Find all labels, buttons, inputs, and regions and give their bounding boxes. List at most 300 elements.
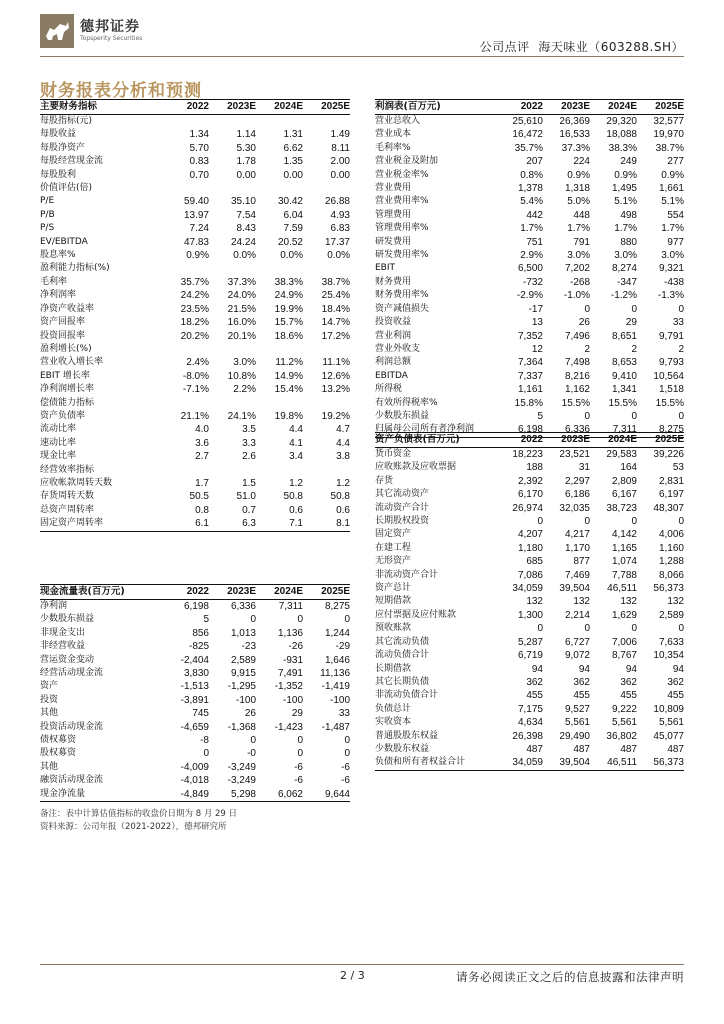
- table-row: [40, 155, 350, 168]
- row-label: 经营效率指标: [40, 464, 95, 475]
- table-row: [375, 356, 684, 369]
- cell-value: 0: [584, 516, 590, 528]
- row-label: 盈利能力指标(%): [40, 263, 110, 274]
- cell-value: 39,226: [653, 449, 684, 460]
- bull-logo-icon: [40, 14, 74, 48]
- cell-value: 25,610: [512, 116, 543, 127]
- row-label: 短期借款: [375, 596, 412, 607]
- cell-value: 7,364: [517, 357, 543, 369]
- cell-value: 24.1%: [227, 410, 256, 422]
- cell-value: 1,170: [564, 542, 590, 554]
- row-label: 非流动资产合计: [375, 569, 439, 580]
- cell-value: 5,561: [611, 717, 637, 729]
- cell-value: -7.1%: [182, 384, 209, 396]
- cell-value: [256, 343, 303, 356]
- cell-value: 7,311: [590, 423, 637, 437]
- cell-value: 6,336: [230, 601, 256, 612]
- cell-value: 1.7%: [567, 223, 590, 235]
- cell-value: 5,561: [564, 717, 590, 729]
- cell-value: 1,160: [658, 542, 684, 554]
- table-row: [40, 477, 350, 490]
- cell-value: 0: [584, 623, 590, 635]
- cell-value: -1,368: [227, 721, 256, 733]
- cell-value: 487: [573, 743, 590, 755]
- table-row: [375, 502, 684, 515]
- cell-value: 5: [203, 614, 209, 626]
- cell-value: 53: [672, 462, 684, 474]
- cell-value: 7,469: [564, 569, 590, 581]
- table-row: [375, 649, 684, 662]
- cell-value: 14.7%: [321, 317, 350, 329]
- table-row: [375, 155, 684, 168]
- row-label: 经营活动现金流: [40, 668, 104, 679]
- table-row: [375, 316, 684, 329]
- column-header: 2023E: [209, 585, 256, 600]
- table-row: [40, 303, 350, 316]
- row-label: 应付票据及应付账款: [375, 609, 457, 620]
- cell-value: 9,410: [611, 370, 637, 382]
- cell-value: 5,298: [209, 788, 256, 802]
- cell-value: 23.5%: [180, 303, 209, 315]
- cell-value: -100: [235, 694, 256, 706]
- table-row: [375, 383, 684, 396]
- cell-value: 2.9%: [520, 250, 543, 262]
- cell-value: 2.6: [242, 451, 256, 463]
- cell-value: 32,577: [653, 116, 684, 127]
- table-title: 主要财务指标: [40, 100, 162, 115]
- balance-sheet-header-row: [375, 433, 684, 448]
- table-row: [375, 448, 684, 462]
- cell-value: 7,352: [517, 330, 543, 342]
- table-row: [375, 730, 684, 743]
- cell-value: 5.4%: [520, 196, 543, 208]
- cell-value: 0: [678, 303, 684, 315]
- row-label: 归属母公司所有者净利润: [375, 423, 496, 437]
- table-row: [40, 142, 350, 155]
- cell-value: 26.88: [324, 196, 350, 208]
- cell-value: 0.9%: [567, 169, 590, 181]
- cell-value: 0: [678, 410, 684, 422]
- cell-value: 1,074: [611, 556, 637, 568]
- table-title: 现金流量表(百万元): [40, 585, 162, 600]
- cell-value: 487: [667, 743, 684, 755]
- table-row: [40, 721, 350, 734]
- table-row: [375, 142, 684, 155]
- cell-value: 10,564: [653, 370, 684, 382]
- cell-value: 18.6%: [274, 330, 303, 342]
- cell-value: 9,791: [658, 330, 684, 342]
- table-row: [40, 370, 350, 383]
- row-label: 毛利率%: [375, 142, 411, 153]
- cell-value: 4,142: [611, 529, 637, 541]
- row-label: 营业费用率%: [375, 196, 429, 207]
- column-header: 2024E: [590, 100, 637, 115]
- table-row: [375, 262, 684, 275]
- row-label: 流动比率: [40, 424, 77, 435]
- cell-value: 9,072: [564, 650, 590, 662]
- cell-value: 0.9%: [661, 169, 684, 181]
- cell-value: 7,491: [277, 668, 303, 680]
- table-row: [40, 747, 350, 760]
- row-label: P/E: [40, 196, 55, 207]
- row-label: 偿债能力指标: [40, 397, 95, 408]
- table-row: [40, 276, 350, 289]
- cell-value: 362: [573, 676, 590, 688]
- cash-flow-table: [40, 584, 350, 802]
- cell-value: -931: [282, 654, 303, 666]
- cell-value: 38.7%: [321, 276, 350, 288]
- row-label: 其它流动资产: [375, 489, 430, 500]
- row-label: 应收账款及应收票据: [375, 462, 457, 473]
- cell-value: -1.3%: [657, 290, 684, 302]
- cell-value: [256, 115, 303, 129]
- cell-value: [256, 397, 303, 410]
- row-label: 营业税金率%: [375, 169, 429, 180]
- row-label: 资产负债率: [40, 410, 86, 421]
- cell-value: 448: [573, 209, 590, 221]
- cell-value: 1.2: [289, 477, 303, 489]
- cell-value: 2,392: [517, 475, 543, 487]
- cell-value: 0: [250, 614, 256, 626]
- row-label: 营运资金变动: [40, 654, 95, 665]
- cell-value: 249: [620, 156, 637, 168]
- cell-value: 7.59: [283, 223, 303, 235]
- cell-value: 0: [678, 623, 684, 635]
- cell-value: 7,788: [611, 569, 637, 581]
- row-label: 负债和所有者权益合计: [375, 756, 496, 770]
- cell-value: 362: [667, 676, 684, 688]
- cell-value: 0.00: [236, 169, 256, 181]
- cell-value: 1,518: [658, 384, 684, 396]
- table-row: [40, 356, 350, 369]
- table-row: [40, 761, 350, 774]
- row-label: 融资活动现金流: [40, 775, 104, 786]
- cell-value: -1,423: [274, 721, 303, 733]
- row-label: 股权募资: [40, 748, 77, 759]
- column-header: 2025E: [303, 585, 350, 600]
- cell-value: 24.2%: [180, 290, 209, 302]
- row-label: 营业收入增长率: [40, 357, 104, 368]
- cell-value: -1,352: [274, 681, 303, 693]
- cell-value: 11.2%: [275, 357, 303, 369]
- cell-value: 23,521: [559, 449, 590, 460]
- cell-value: 31: [578, 462, 590, 474]
- column-header: 2023E: [543, 433, 590, 448]
- row-label: EV/EBITDA: [40, 236, 88, 247]
- row-label: 其他: [40, 708, 59, 719]
- cell-value: 29,490: [559, 730, 590, 742]
- cell-value: 0: [537, 516, 543, 528]
- table-row: [40, 788, 350, 802]
- cell-value: 6,500: [517, 263, 543, 275]
- cell-value: 2: [584, 343, 590, 355]
- row-label: 利润总额: [375, 357, 412, 368]
- row-label: 非现金支出: [40, 627, 86, 638]
- row-label: 净利润: [40, 601, 68, 611]
- column-header: 2022: [162, 585, 209, 600]
- table-row: [375, 343, 684, 356]
- table-row: [40, 195, 350, 208]
- row-label: 非经营收益: [40, 641, 86, 652]
- cell-value: -6: [341, 775, 350, 787]
- cell-value: 1,180: [517, 542, 543, 554]
- cell-value: 16,533: [559, 129, 590, 141]
- row-label: 每股指标(元): [40, 116, 93, 126]
- cell-value: 3.0%: [233, 357, 256, 369]
- row-label: 股息率%: [40, 250, 76, 261]
- cell-value: 224: [573, 156, 590, 168]
- table-row: [40, 627, 350, 640]
- cell-value: 0: [631, 303, 637, 315]
- cell-value: 94: [625, 663, 637, 675]
- cell-value: 3.0%: [567, 250, 590, 262]
- cell-value: -825: [188, 641, 209, 653]
- cell-value: 1.7%: [520, 223, 543, 235]
- cell-value: 12.6%: [321, 370, 350, 382]
- cell-value: 455: [667, 690, 684, 702]
- cell-value: 6.62: [283, 142, 303, 154]
- table-row: [375, 289, 684, 302]
- cell-value: 0.8: [195, 504, 209, 516]
- row-label: 财务费用: [375, 276, 412, 287]
- cell-value: 0: [631, 516, 637, 528]
- cell-value: 1,244: [324, 627, 350, 639]
- cell-value: 487: [620, 743, 637, 755]
- table-row: [40, 600, 350, 614]
- cell-value: 0.6: [289, 504, 303, 516]
- row-label: 总资产周转率: [40, 504, 95, 515]
- cell-value: 15.8%: [514, 397, 543, 409]
- table-row: [40, 734, 350, 747]
- table-row: [375, 475, 684, 488]
- cell-value: 4,217: [564, 529, 590, 541]
- row-label: 长期股权投资: [375, 516, 430, 527]
- table-row: [40, 640, 350, 653]
- cell-value: 5.0%: [567, 196, 590, 208]
- cell-value: 880: [620, 236, 637, 248]
- table-row: [40, 517, 350, 531]
- table-row: [375, 182, 684, 195]
- cell-value: -2,404: [180, 654, 209, 666]
- cell-value: 5: [537, 410, 543, 422]
- table-row: [40, 169, 350, 182]
- row-label: 净资产收益率: [40, 303, 95, 314]
- cell-value: 6.04: [283, 209, 303, 221]
- cell-value: 685: [526, 556, 543, 568]
- cell-value: 877: [573, 556, 590, 568]
- cell-value: 13.97: [183, 209, 209, 221]
- income-statement-table: [375, 99, 684, 438]
- cell-value: 0: [631, 410, 637, 422]
- cell-value: 50.5: [189, 491, 209, 503]
- cell-value: 24.24: [230, 236, 256, 248]
- cell-value: 455: [526, 690, 543, 702]
- cell-value: 50.8: [330, 491, 350, 503]
- cell-value: 38.3%: [608, 142, 637, 154]
- cell-value: 20.2%: [180, 330, 209, 342]
- table-row: [375, 555, 684, 568]
- cell-value: 29: [625, 317, 637, 329]
- cell-value: 18.2%: [180, 317, 209, 329]
- column-header: 2023E: [543, 100, 590, 115]
- cell-value: 0: [297, 735, 303, 747]
- column-header: 2025E: [303, 100, 350, 115]
- cell-value: 24.0%: [227, 290, 256, 302]
- table-row: [40, 182, 350, 195]
- table-row: [375, 410, 684, 423]
- row-label: P/S: [40, 223, 55, 234]
- row-label: 毛利率: [40, 276, 68, 287]
- cell-value: -732: [522, 276, 543, 288]
- table-row: [375, 542, 684, 555]
- cell-value: [209, 262, 256, 275]
- row-label: 营业外收支: [375, 343, 421, 354]
- row-label: 投资活动现金流: [40, 721, 104, 732]
- cell-value: 0: [678, 516, 684, 528]
- cell-value: 19.8%: [274, 410, 303, 422]
- table-row: [40, 249, 350, 262]
- table-row: [40, 694, 350, 707]
- cell-value: 4.0: [195, 424, 209, 436]
- table-row: [375, 663, 684, 676]
- data-source-note: 资料来源：公司年报（2021-2022），德邦研究所: [40, 821, 227, 832]
- cell-value: 0.7: [242, 504, 256, 516]
- cell-value: 7,006: [611, 636, 637, 648]
- cell-value: -347: [616, 276, 637, 288]
- table-row: [40, 437, 350, 450]
- table-row: [375, 689, 684, 702]
- cell-value: 29,583: [606, 449, 637, 460]
- cell-value: 1.5: [242, 477, 256, 489]
- notes: [40, 808, 237, 833]
- table-row: [40, 222, 350, 235]
- row-label: 投资回报率: [40, 330, 86, 341]
- row-label: EBITDA: [375, 370, 408, 381]
- cell-value: 7,175: [517, 703, 543, 715]
- cell-value: [162, 262, 209, 275]
- cell-value: -26: [288, 641, 303, 653]
- row-label: 负债总计: [375, 703, 412, 714]
- cell-value: 37.3%: [227, 276, 256, 288]
- cell-value: 21.1%: [180, 410, 209, 422]
- cell-value: 13: [531, 317, 543, 329]
- cell-value: -2.9%: [516, 290, 543, 302]
- cell-value: -268: [569, 276, 590, 288]
- cell-value: 1,288: [658, 556, 684, 568]
- table-row: [40, 115, 350, 129]
- table-title: 利润表(百万元): [375, 100, 496, 115]
- cell-value: 51.0: [236, 491, 256, 503]
- cell-value: 6,197: [658, 489, 684, 501]
- cell-value: 0: [344, 748, 350, 760]
- cell-value: 0: [537, 623, 543, 635]
- cell-value: 19,970: [653, 129, 684, 141]
- cell-value: 59.40: [183, 196, 209, 208]
- row-label: 现金比率: [40, 451, 77, 462]
- cell-value: 6,198: [496, 423, 543, 437]
- cell-value: 8.43: [236, 223, 256, 235]
- cell-value: -1.2%: [610, 290, 637, 302]
- cell-value: [162, 182, 209, 195]
- cell-value: 10.8%: [227, 370, 256, 382]
- cell-value: 7,498: [564, 357, 590, 369]
- cell-value: 32,035: [559, 502, 590, 514]
- cell-value: 7,337: [517, 370, 543, 382]
- row-label: 存货: [375, 475, 394, 486]
- cell-value: 20.1%: [227, 330, 256, 342]
- key-indicators-header-row: [40, 100, 350, 115]
- cell-value: 132: [526, 596, 543, 608]
- cell-value: 15.5%: [655, 397, 684, 409]
- cell-value: 26,398: [512, 730, 543, 742]
- cell-value: -100: [329, 694, 350, 706]
- cell-value: 8,767: [611, 650, 637, 662]
- cell-value: 9,321: [658, 263, 684, 275]
- cell-value: 25.4%: [321, 290, 350, 302]
- table-row: [375, 330, 684, 343]
- cell-value: 1,646: [324, 654, 350, 666]
- row-label: 营业费用: [375, 183, 412, 194]
- row-label: 管理费用率%: [375, 223, 429, 234]
- cell-value: 26: [244, 708, 256, 720]
- cash-flow-header-row: [40, 585, 350, 600]
- row-label: 流动资产合计: [375, 502, 430, 513]
- cell-value: [256, 182, 303, 195]
- cell-value: 21.5%: [227, 303, 256, 315]
- column-header: 2022: [496, 100, 543, 115]
- cell-value: 48,307: [653, 502, 684, 514]
- table-row: [375, 569, 684, 582]
- cell-value: 6,719: [517, 650, 543, 662]
- cell-value: 498: [620, 209, 637, 221]
- cell-value: 0.9%: [614, 169, 637, 181]
- row-label: 固定资产: [375, 529, 412, 540]
- cell-value: 8.1: [303, 517, 350, 531]
- cell-value: 24.9%: [274, 290, 303, 302]
- cell-value: 45,077: [653, 730, 684, 742]
- cell-value: 2.00: [330, 156, 350, 168]
- row-label: 每股净资产: [40, 142, 86, 153]
- cell-value: 15.4%: [274, 384, 303, 396]
- cell-value: 6,186: [564, 489, 590, 501]
- table-row: [375, 236, 684, 249]
- table-row: [40, 410, 350, 423]
- cell-value: 8.11: [331, 142, 350, 154]
- row-label: 少数股东损益: [375, 410, 430, 421]
- company-logo: [40, 14, 150, 50]
- cell-value: 38.3%: [274, 276, 303, 288]
- row-label: 预收账款: [375, 623, 412, 634]
- table-row: [40, 330, 350, 343]
- cell-value: 2.7: [195, 451, 209, 463]
- cell-value: 0.00: [330, 169, 350, 181]
- cell-value: [303, 115, 350, 129]
- cell-value: 455: [573, 690, 590, 702]
- valuation-note: 备注：表中计算估值指标的收盘价日期为 8 月 29 日: [40, 809, 238, 819]
- row-label: 现金净流量: [40, 788, 162, 802]
- page-header: [0, 0, 724, 60]
- row-label: 普通股股东权益: [375, 730, 439, 741]
- cell-value: 19.2%: [321, 410, 350, 422]
- table-row: [375, 303, 684, 316]
- cell-value: 18,223: [512, 449, 543, 460]
- cell-value: 0: [297, 748, 303, 760]
- cell-value: 94: [672, 663, 684, 675]
- cell-value: 2: [631, 343, 637, 355]
- cell-value: 1,300: [517, 609, 543, 621]
- cell-value: [209, 115, 256, 129]
- cell-value: 0.70: [189, 169, 209, 181]
